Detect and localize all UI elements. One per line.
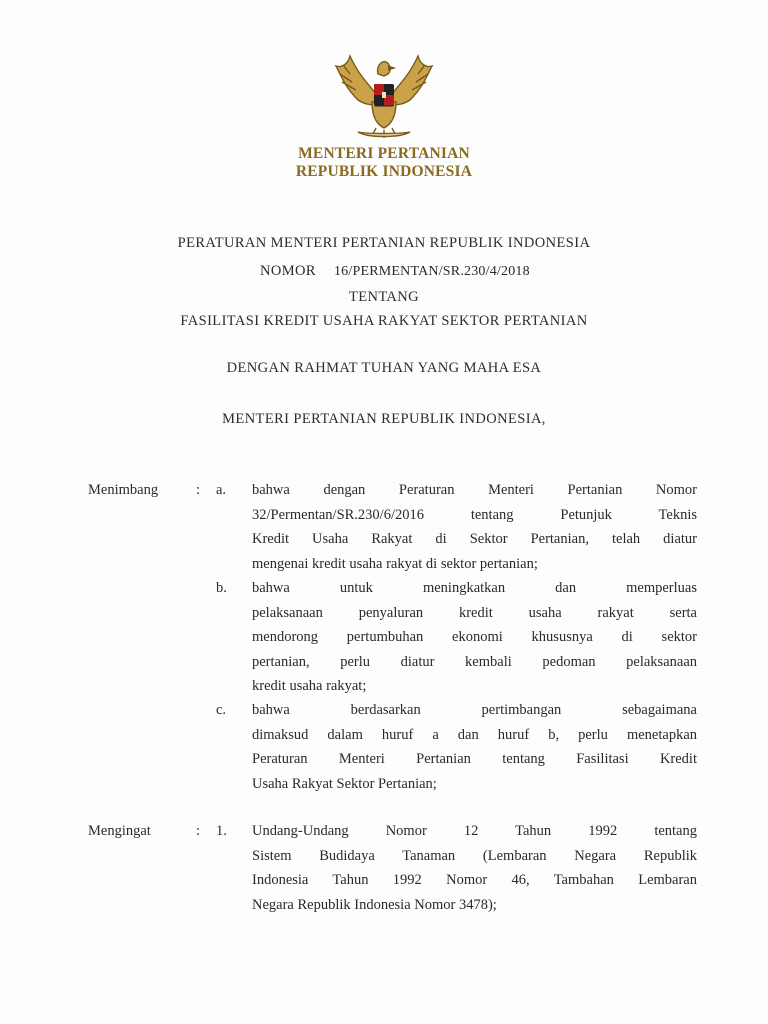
garuda-emblem-icon [328, 44, 440, 142]
menimbang-item-b [252, 576, 697, 699]
menimbang-colon: : [196, 482, 201, 498]
menimbang-item-c [252, 698, 697, 796]
invocation: DENGAN RAHMAT TUHAN YANG MAHA ESA [226, 360, 542, 376]
text-line: bahwa berdasarkan pertimbangan sebagaimana [252, 702, 697, 718]
text-line: bahwa untuk meningkatkan dan memperluas [252, 580, 697, 596]
regulation-subject: FASILITASI KREDIT USAHA RAKYAT SEKTOR PERTANIAN [180, 313, 588, 329]
authority-line: MENTERI PERTANIAN REPUBLIK INDONESIA, [222, 411, 546, 427]
text-line: Indonesia Tahun 1992 Nomor 46, Tambahan Lembaran [252, 872, 697, 888]
text-line: bahwa dengan Peraturan Menteri Pertanian Nomor [252, 482, 697, 498]
text-line: pelaksanaan penyaluran kredit usaha rakyat serta [252, 604, 697, 621]
nomor-label: NOMOR [260, 263, 316, 279]
mengingat-marker-1: 1. [216, 823, 227, 839]
letterhead-line-1: MENTERI PERTANIAN [298, 145, 470, 162]
regulation-title: PERATURAN MENTERI PERTANIAN REPUBLIK INDONESIA [177, 235, 591, 251]
text-line: Peraturan Menteri Pertanian tentang Fasilitasi Kredit [252, 751, 697, 767]
text-line: 32/Permentan/SR.230/6/2016 tentang Petunjuk Teknis [252, 506, 697, 523]
menimbang-label: Menimbang [88, 482, 159, 498]
menimbang-marker-a: a. [216, 482, 227, 498]
menimbang-marker-c: c. [216, 702, 227, 718]
letterhead-line-2: REPUBLIK INDONESIA [295, 163, 473, 180]
menimbang-marker-b: b. [216, 580, 227, 596]
tentang-label: TENTANG [348, 289, 420, 305]
text-line: Kredit Usaha Rakyat di Sektor Pertanian, telah diatur [252, 531, 697, 547]
mengingat-colon: : [196, 823, 201, 839]
text-line: mengenai kredit usaha rakyat di sektor pertanian; [252, 555, 538, 572]
text-line: Undang-Undang Nomor 12 Tahun 1992 tentang [252, 823, 697, 839]
text-line: Sistem Budidaya Tanaman (Lembaran Negara Republik [252, 847, 697, 864]
nomor-value: 16/PERMENTAN/SR.230/4/2018 [333, 264, 530, 279]
regulation-number [260, 263, 530, 280]
mengingat-label: Mengingat [88, 823, 151, 839]
text-line: dimaksud dalam huruf a dan huruf b, perlu menetapkan [252, 726, 697, 743]
text-line: Usaha Rakyat Sektor Pertanian; [252, 775, 437, 792]
menimbang-item-a [252, 478, 697, 576]
text-line: pertanian, perlu diatur kembali pedoman pelaksanaan [252, 653, 697, 670]
mengingat-item-1 [252, 819, 697, 917]
text-line: Negara Republik Indonesia Nomor 3478); [252, 896, 497, 913]
text-line: mendorong pertumbuhan ekonomi khususnya di sektor [252, 629, 697, 645]
text-line: kredit usaha rakyat; [252, 678, 367, 694]
